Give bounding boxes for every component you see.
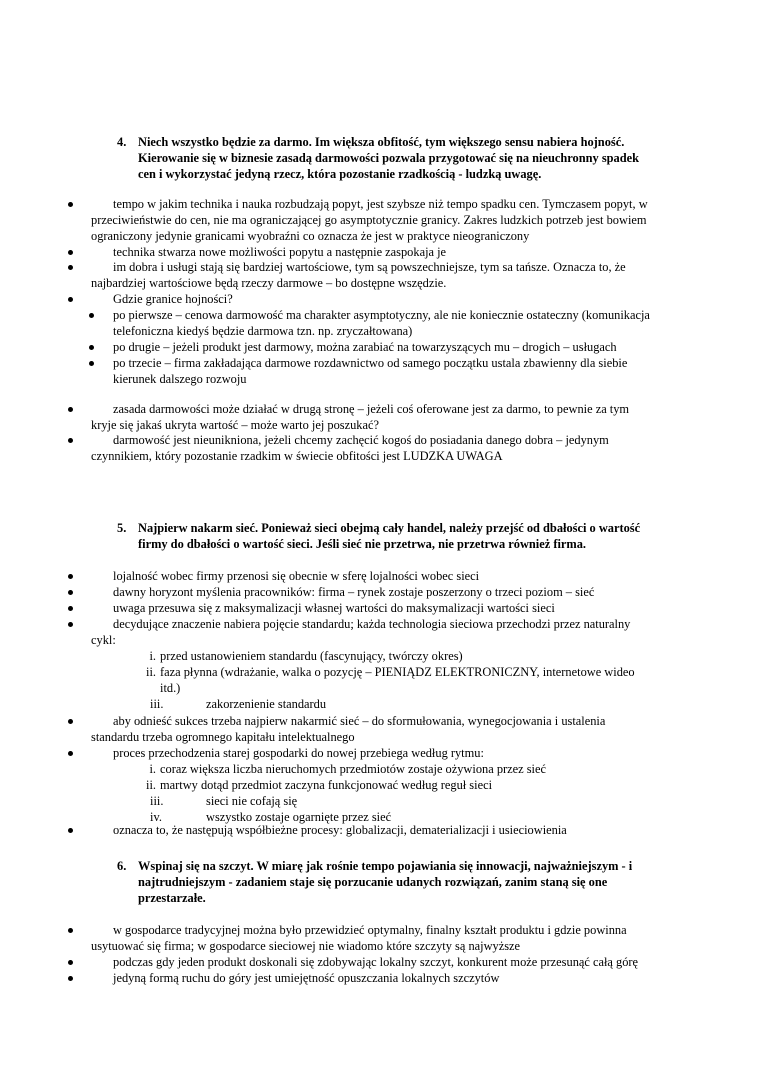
list-item: im dobra i usługi stają się bardziej wartościowe, tym są powszechniejsze, tym sa tańsze. Oznacza to, że	[113, 260, 626, 274]
section-4-heading-line: Kierowanie się w biznesie zasadą darmowości pozwala przygotować się na nieuchronny spadek	[138, 151, 640, 165]
list-item: lojalność wobec firmy przenosi się obecnie w sferę lojalności wobec sieci	[113, 569, 480, 583]
list-item: darmowość jest nieunikniona, jeżeli chcemy zachęcić kogoś do posiadania danego dobra – jedynym	[113, 433, 609, 447]
section-5-heading-line: firmy do dbałości o wartość sieci. Jeśli sieć nie przetrwa, nie przetrwa również firma.	[138, 537, 587, 551]
list-item: podczas gdy jeden produkt doskonali się zdobywając lokalny szczyt, konkurent może przesunąć całą górę	[113, 955, 639, 969]
bullet-icon	[68, 407, 73, 412]
bullet-icon	[68, 622, 73, 627]
list-item: technika stwarza nowe możliwości popytu a następnie zaspokaja je	[113, 245, 447, 259]
list-item: dawny horyzont myślenia pracowników: firma – rynek zostaje poszerzony o trzeci poziom – sieć	[113, 585, 595, 599]
list-item: uwaga przesuwa się z maksymalizacji własnej wartości do maksymalizacji wartości sieci	[113, 601, 555, 615]
list-item-cont: ograniczony jedynie granicami wyobraźni co oznacza że jest w praktyce nieograniczony	[91, 229, 530, 243]
bullet-icon	[68, 202, 73, 207]
list-item-cont: standardu trzeba ogromnego kapitału intelektualnego	[91, 730, 355, 744]
bullet-icon	[68, 828, 73, 833]
bullet-icon	[68, 606, 73, 611]
section-6-number: 6.	[117, 859, 127, 873]
list-item: zasada darmowości może działać w drugą stronę – jeżeli coś oferowane jest za darmo, to pewnie za tym	[113, 402, 630, 416]
section-6-heading-line: najtrudniejszym - zadaniem staje się porzucanie udanych rozwiązań, zanim staną się one	[138, 875, 608, 889]
roman-item: sieci nie cofają się	[206, 794, 298, 808]
list-item-cont: czynnikiem, który pozostanie rzadkim w świecie obfitości jest LUDZKA UWAGA	[91, 449, 503, 463]
roman-number: ii.	[146, 665, 156, 679]
bullet-icon	[89, 361, 94, 366]
bullet-icon	[68, 960, 73, 965]
section-4-heading-line: cen i wykorzystać jedyną rzecz, która pozostanie rzadkością - ludzką uwagę.	[138, 167, 542, 181]
sub-list-item: po trzecie – firma zakładająca darmowe rozdawnictwo od samego początku ustala zbawienny dla siebie	[113, 356, 628, 370]
list-item-cont: kryje się jakaś ukryta wartość – może warto jej poszukać?	[91, 418, 379, 432]
bullet-icon	[68, 265, 73, 270]
roman-number: iii.	[150, 697, 164, 711]
list-item-cont: przeciwieństwie do cen, nie ma ograniczającej go asymptotycznie granicy. Zakres ludzkich potrzeb jest bowiem	[91, 213, 647, 227]
bullet-icon	[68, 297, 73, 302]
bullet-icon	[68, 976, 73, 981]
list-item: aby odnieść sukces trzeba najpierw nakarmić sieć – do sformułowania, wynegocjowania i ustalenia	[113, 714, 606, 728]
section-6-heading-line: Wspinaj się na szczyt. W miarę jak rośnie tempo pojawiania się innowacji, najważniejszym - i	[138, 859, 633, 873]
bullet-icon	[89, 345, 94, 350]
bullet-icon	[68, 574, 73, 579]
list-item: w gospodarce tradycyjnej można było przewidzieć optymalny, finalny kształt produktu i gdzie powinna	[113, 923, 627, 937]
sub-list-item: po pierwsze – cenowa darmowość ma charakter asymptotyczny, ale nie koniecznie ostateczny (komunikacja	[113, 308, 650, 322]
roman-item: zakorzenienie standardu	[206, 697, 327, 711]
section-5-heading-line: Najpierw nakarm sieć. Ponieważ sieci obejmą cały handel, należy przejść od dbałości o wartość	[138, 521, 641, 535]
roman-number: i.	[149, 762, 156, 776]
roman-number: iii.	[150, 794, 164, 808]
list-item-cont: cykl:	[91, 633, 116, 647]
roman-item: martwy dotąd przedmiot zaczyna funkcjonować według reguł sieci	[160, 778, 493, 792]
section-5-number: 5.	[117, 521, 127, 535]
section-6-heading-line: przestarzałe.	[138, 891, 206, 905]
bullet-icon	[68, 590, 73, 595]
sub-list-item-cont: kierunek dalszego rozwoju	[113, 372, 247, 386]
list-item-cont: najbardziej wartościowe będą rzeczy darmowe – bo dostępne wszędzie.	[91, 276, 447, 290]
list-item: oznacza to, że następują współbieżne procesy: globalizacji, dematerializacji i usieciowienia	[113, 823, 567, 837]
bullet-icon	[68, 250, 73, 255]
list-item: Gdzie granice hojności?	[113, 292, 233, 306]
roman-item: wszystko zostaje ogarnięte przez sieć	[206, 810, 392, 824]
roman-item: coraz większa liczba nieruchomych przedmiotów zostaje ożywiona przez sieć	[160, 762, 546, 776]
bullet-icon	[68, 438, 73, 443]
roman-item: faza płynna (wdrażanie, walka o pozycję – PIENIĄDZ ELEKTRONICZNY, internetowe wideo	[160, 665, 635, 679]
bullet-icon	[89, 313, 94, 318]
roman-number: i.	[149, 649, 156, 663]
section-4-heading-line: Niech wszystko będzie za darmo. Im większa obfitość, tym większego sensu nabiera hojność.	[138, 135, 625, 149]
section-4-number: 4.	[117, 135, 127, 149]
list-item: tempo w jakim technika i nauka rozbudzają popyt, jest szybsze niż tempo spadku cen. Tymczasem popyt, w	[113, 197, 648, 211]
list-item-cont: usytuować się firma; w gospodarce sieciowej nie wiadomo które szczyty są najwyższe	[91, 939, 521, 953]
list-item: decydujące znaczenie nabiera pojęcie standardu; każda technologia sieciowa przechodzi przez naturalny	[113, 617, 631, 631]
bullet-icon	[68, 928, 73, 933]
bullet-icon	[68, 719, 73, 724]
bullet-icon	[68, 751, 73, 756]
roman-item: przed ustanowieniem standardu (fascynujący, twórczy okres)	[160, 649, 463, 663]
roman-item-cont: itd.)	[160, 681, 181, 695]
roman-number: iv.	[150, 810, 162, 824]
sub-list-item: po drugie – jeżeli produkt jest darmowy, można zarabiać na towarzyszących mu – drogich – usługach	[113, 340, 617, 354]
sub-list-item-cont: telefoniczna kiedyś będzie darmowa tzn. np. zryczałtowana)	[113, 324, 413, 338]
roman-number: ii.	[146, 778, 156, 792]
list-item: jedyną formą ruchu do góry jest umiejętność opuszczania lokalnych szczytów	[113, 971, 500, 985]
list-item: proces przechodzenia starej gospodarki do nowej przebiega według rytmu:	[113, 746, 484, 760]
